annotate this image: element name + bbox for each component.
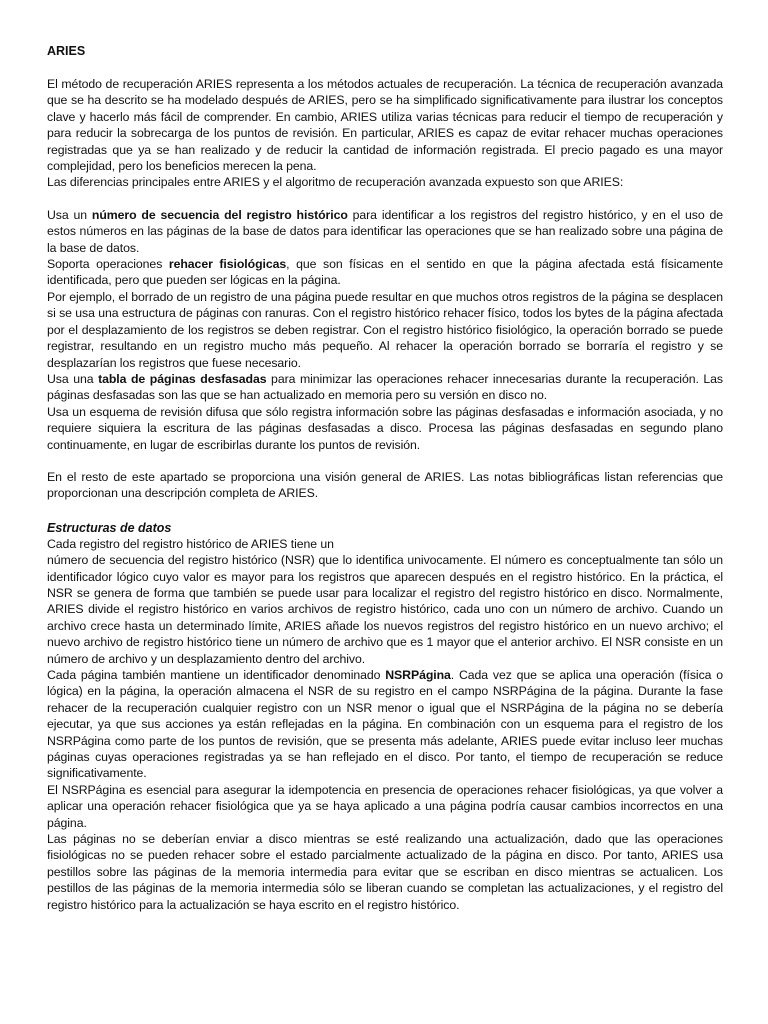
document-title: ARIES [47, 44, 86, 58]
section-paragraph-nsr: número de secuencia del registro histórico (NSR) que lo identifica univocamente. El número es conceptualmente tan sólo un identificador lógico cuyo valor es mayor para los registros que aparecen después en el registro histórico. En la práctica, el NSR se genera de forma que también se puede usar para localizar el registro del registro histórico en disco. Normalmente, ARIES divide el registro histórico en varios archivos de registro histórico, cada uno con un número de archivo. Cuando un archivo crece hasta un determinado límite, ARIES añade los nuevos registros del registro histórico en un nuevo archivo; el nuevo archivo de registro histórico tiene un número de archivo que es 1 mayor que el anterior archivo. El NSR consiste en un número de archivo y un desplazamiento dentro del archivo. [47, 553, 723, 666]
intro-paragraph: El método de recuperación ARIES representa a los métodos actuales de recuperación. La técnica de recuperación avanzada que se ha descrito se ha modelado después de ARIES, pero se ha simplificado significativamente para ilustrar los conceptos clave y hacerlo más fácil de comprender. En cambio, ARIES utiliza varias técnicas para reducir el tiempo de recuperación y para reducir la sobrecarga de los puntos de revisión. En particular, ARIES es capaz de evitar rehacer muchas operaciones registradas que ya se han realizado y de reducir la cantidad de información registrada. El precio pagado es una mayor complejidad, pero los beneficios merecen la pena. [47, 77, 723, 174]
section-paragraph-idempotencia: El NSRPágina es esencial para asegurar la idempotencia en presencia de operaciones rehacer fisiológicas, ya que volver a aplicar una operación rehacer fisiológica que ya se haya aplicado a una página podría causar cambios incorrectos en una página. [47, 782, 723, 830]
difference-item: Usa un esquema de revisión difusa que sólo registra información sobre las páginas desfasadas e información asociada, y no requiere siquiera la escritura de las páginas desfasadas a disco. Procesa las páginas desfasadas en segundo plano continuamente, en lugar de escribirlas durante los puntos de revisión. [47, 404, 723, 452]
difference-item: Usa una tabla de páginas desfasadas para minimizar las operaciones rehacer innecesarias durante la recuperación. Las páginas desfasadas son las que se han actualizado en memoria pero su versión en disco no. [47, 371, 723, 403]
difference-item: Por ejemplo, el borrado de un registro de una página puede resultar en que muchos otros registros de la página se desplacen si se usa una estructura de páginas con ranuras. Con el registro histórico rehacer físico, todos los bytes de la página afectada por el desplazamiento de los registros se deben registrar. Con el registro histórico fisiológico, la operación borrado se puede registrar, resultando en un registro mucho más pequeño. Al rehacer la operación borrado se borraría el registro y se desplazarían los registros que fuese necesario. [47, 289, 723, 370]
section-title: Estructuras de datos [47, 520, 172, 535]
difference-item: Soporta operaciones rehacer fisiológicas, que son físicas en el sentido en que la página afectada está físicamente identificada, pero que pueden ser lógicas en la página. [47, 257, 724, 288]
section-paragraph-nsrpagina: Cada página también mantiene un identificador denominado NSRPágina. Cada vez que se aplica una operación (física o lógica) en la página, la operación almacena el NSR de su registro en el campo NSRPágina de la página. Durante la fase rehacer de la recuperación cualquier registro con un NSR menor o igual que el NSRPágina de la página no se debería ejecutar, ya que sus acciones ya están reflejadas en la página. En combinación con un esquema para el registro de los NSRPágina como parte de los puntos de revisión, que se presenta más adelante, ARIES puede evitar incluso leer muchas páginas cuyas operaciones registradas ya se han reflejado en el disco. Por tanto, el tiempo de recuperación se reduce significativamente. [47, 668, 724, 781]
difference-item: Usa un número de secuencia del registro histórico para identificar a los registros del registro histórico, y en el uso de estos números en las páginas de la base de datos para identificar las operaciones que se han realizado sobre una página de la base de datos. [47, 207, 723, 255]
overview-paragraph: En el resto de este apartado se proporciona una visión general de ARIES. Las notas bibliográficas listan referencias que proporcionan una descripción completa de ARIES. [47, 469, 723, 501]
section-lead: Cada registro del registro histórico de ARIES tiene un [47, 536, 334, 551]
section-paragraph-pestillos: Las páginas no se deberían enviar a disco mientras se esté realizando una actualización, dado que las operaciones fisiológicas no se pueden rehacer sobre el estado parcialmente actualizado de la página en disco. Por tanto, ARIES usa pestillos sobre las páginas de la memoria intermedia para evitar que se escriban en disco mientras se actualicen. Los pestillos de las páginas de la memoria intermedia sólo se liberan cuando se completan las actualizaciones, y el registro del registro histórico para la actualización se haya escrito en el registro histórico. [47, 832, 723, 912]
differences-intro: Las diferencias principales entre ARIES y el algoritmo de recuperación avanzada expuesto son que ARIES: [47, 175, 624, 190]
